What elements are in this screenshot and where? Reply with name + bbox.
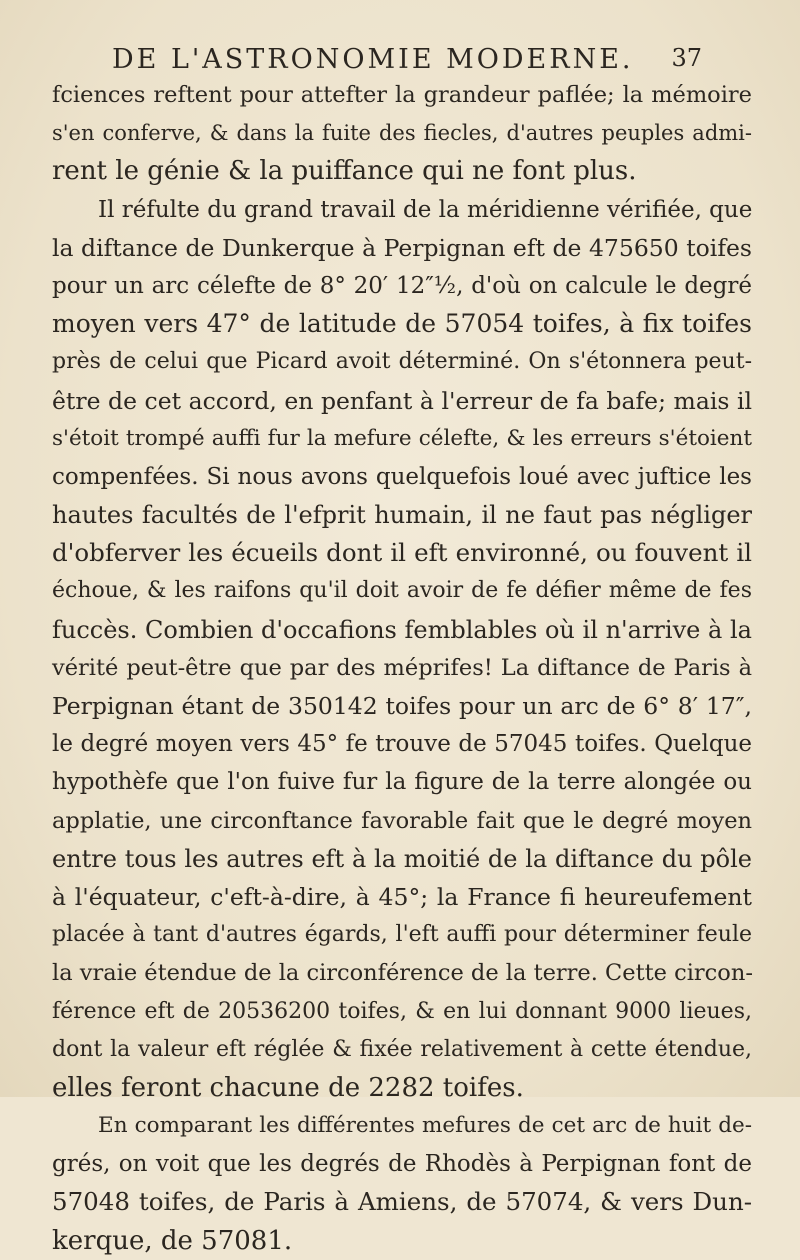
- text-line: compenfées. Si nous avons quelquefois loué avec juftice les: [52, 463, 752, 490]
- paragraph-end-line: elles feront chacune de 2282 toifes.: [52, 1072, 524, 1103]
- text-line: s'étoit trompé auffi fur la mefure célefte, & les erreurs s'étoient: [52, 425, 752, 451]
- body-text: [52, 76, 752, 1260]
- text-line: le degré moyen vers 45° fe trouve de 57045 toifes. Quelque: [52, 731, 752, 758]
- text-line: moyen vers 47° de latitude de 57054 toifes, à fix toifes: [52, 309, 752, 339]
- text-line: s'en conferve, & dans la fuite des fiecles, d'autres peuples admi-: [52, 121, 752, 146]
- text-line: être de cet accord, en penfant à l'erreur de fa bafe; mais il: [52, 386, 752, 415]
- text-line: à l'équateur, c'eft-à-dire, à 45°; la France fi heureufement: [52, 882, 752, 911]
- text-line: placée à tant d'autres égards, l'eft auffi pour déterminer feule: [52, 922, 752, 948]
- text-line: fuccès. Combien d'occafions femblables où il n'arrive à la: [52, 615, 752, 644]
- page-header: [112, 44, 702, 78]
- text-line: hautes facultés de l'efprit humain, il ne faut pas négliger: [52, 501, 752, 530]
- paragraph-start-line: Il réfulte du grand travail de la méridienne vérifiée, que: [98, 196, 753, 223]
- running-title: DE L'ASTRONOMIE MODERNE.: [112, 44, 634, 75]
- paragraph-end-line: rent le génie & la puiffance qui ne font plus.: [52, 156, 637, 187]
- text-line: pour un arc célefte de 8° 20′ 12″½, d'où on calcule le degré: [52, 272, 752, 299]
- paragraph-start-line: En comparant les différentes mefures de cet arc de huit de-: [98, 1113, 752, 1139]
- text-line: dont la valeur eft réglée & fixée relativement à cette étendue,: [52, 1036, 752, 1062]
- page-number: 37: [671, 44, 702, 72]
- text-line: échoue, & les raifons qu'il doit avoir de fe défier même de fes: [52, 578, 752, 604]
- text-line: 57048 toifes, de Paris à Amiens, de 57074, & vers Dun-: [52, 1187, 752, 1217]
- text-line: entre tous les autres eft à la moitié de la diftance du pôle: [52, 844, 752, 873]
- text-line: la diftance de Dunkerque à Perpignan eft de 475650 toifes: [52, 233, 752, 262]
- text-line: hypothèfe que l'on fuive fur la figure de la terre alongée ou: [52, 769, 752, 796]
- text-line: Perpignan étant de 350142 toifes pour un arc de 6° 8′ 17″,: [52, 692, 752, 720]
- text-line: la vraie étendue de la circonférence de la terre. Cette circon-: [52, 960, 753, 987]
- paragraph-end-line: kerque, de 57081.: [52, 1225, 293, 1256]
- text-line: applatie, une circonftance favorable fait que le degré moyen: [52, 807, 752, 834]
- text-line: vérité peut-être que par des méprifes! La diftance de Paris à: [52, 654, 752, 681]
- text-line: grés, on voit que les degrés de Rhodès à Perpignan font de: [52, 1151, 752, 1178]
- text-line: fciences reftent pour attefter la grandeur paflée; la mémoire: [52, 82, 752, 108]
- text-line: d'obferver les écueils dont il eft environné, ou fouvent il: [52, 538, 752, 568]
- text-line: près de celui que Picard avoit déterminé. On s'étonnera peut-: [52, 349, 752, 375]
- text-line: férence eft de 20536200 toifes, & en lui donnant 9000 lieues,: [52, 998, 752, 1024]
